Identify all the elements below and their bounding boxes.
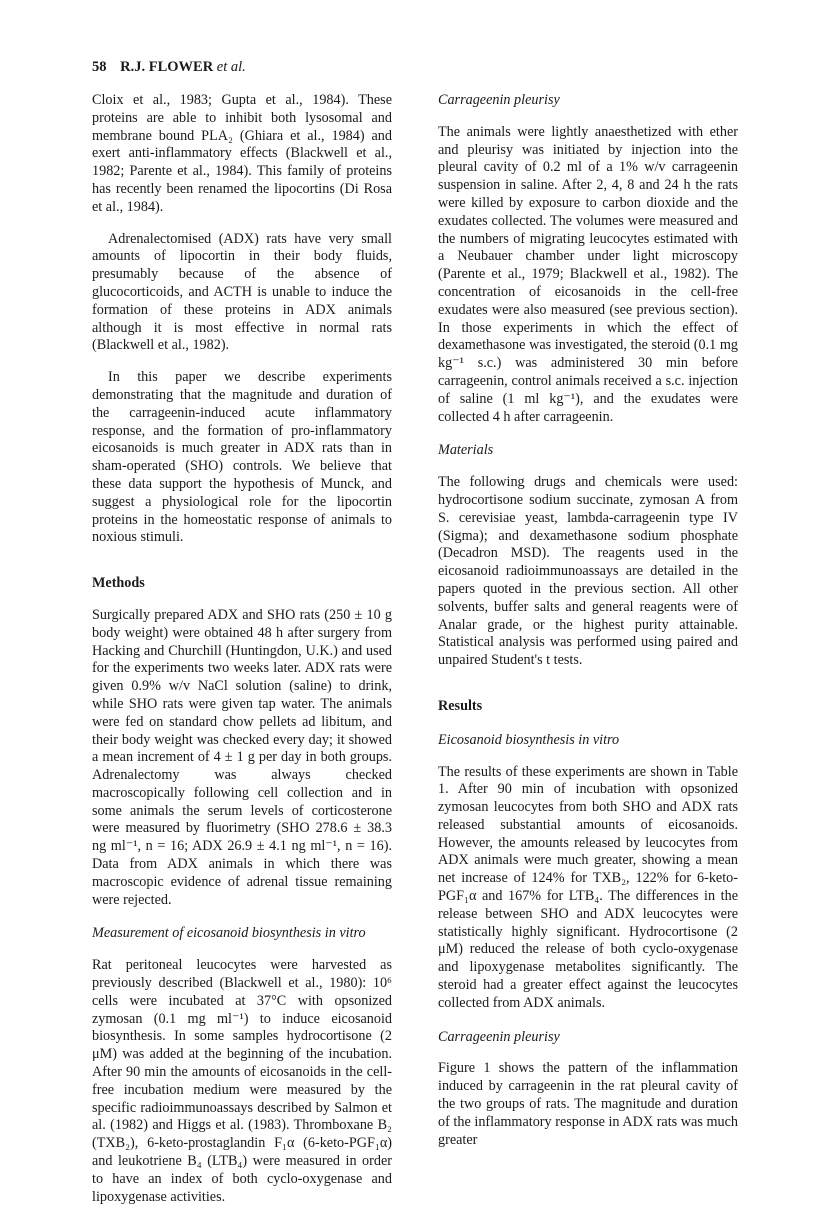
subheading-eicosanoid-biosynthesis-suffix: in vitro xyxy=(578,731,620,748)
running-author-suffix: et al. xyxy=(216,59,246,75)
subheading-eicosanoid-biosynthesis-text: Eicosanoid biosynthesis xyxy=(438,731,575,748)
subheading-carrageenin-pleurisy: Carrageenin pleurisy xyxy=(438,92,560,108)
paragraph-animals: Surgically prepared ADX and SHO rats (250 ± 10 g body weight) were obtained 48 h after surgery from Hacking and Churchill (Huntingdon, U.K.) and used for the experiments two weeks later. ADX rats were given 0.9% w/v NaCl solution (saline) to drink, while SHO rats were given tap water. The animals were fed on standard chow pellets ad libitum, and their body weight was checked every day; it showed a mean increment of 4 ± 1 g per day in both groups. Adrenalectomy was always checked macroscopically following cell collection and in some animals the serum levels of corticosterone were measured by fluorimetry (SHO 278.6 ± 38.3 ng ml⁻¹, n = 16; ADX 26.9 ± 4.1 ng ml⁻¹, n = 16). Data from ADX animals in which there was macroscopic evidence of adrenal tissue remaining were rejected. xyxy=(92,606,392,908)
subheading-eicosanoid-measurement-suffix: in vitro xyxy=(324,925,366,942)
paragraph-materials: The following drugs and chemicals were used: hydrocortisone sodium succinate, zymosan A from S. cerevisiae yeast, lambda-carrageenin type IV (Sigma); and dexamethasone sodium phosphate (Decadron MSD). The reagents used in the eicosanoid radioimmunoassays are detailed in the papers quoted in the previous section. All other solvents, buffer salts and general reagents were of Analar grade, or the highest purity attainable. Statistical analysis was performed using paired and unpaired Student's t tests. xyxy=(438,474,738,669)
page-number: 58 xyxy=(92,59,107,75)
subheading-carrageenin-pleurisy-results: Carrageenin pleurisy xyxy=(438,1028,560,1045)
paragraph-results-table1: The results of these experiments are shown in Table 1. After 90 min of incubation with opsonized zymosan leucocytes from both SHO and ADX rats released substantial amounts of eicosanoids. However, the amounts released by leucocytes from ADX animals were much greater, showing a mean net increase of 124% for TXB₂, 122% for 6-keto-PGF₁α and 167% for LTB₄. The differences in the release between SHO and ADX leucocytes were statistically highly significant. Hydrocortisone (2 μM) reduced the release of both cyclo-oxygenase and lipoxygenase metabolites significantly. The steroid had a greater effect against the leucocytes collected from ADX animals. xyxy=(438,763,738,1011)
paragraph-leucocytes: Rat peritoneal leucocytes were harvested as previously described (Blackwell et al., 1980): 10⁶ cells were incubated at 37°C with opsonized zymosan (0.1 mg ml⁻¹) to induce eicosanoid biosynthesis. In some samples hydrocortisone (2 μM) was added at the beginning of the incubation. After 90 min the amounts of eicosanoids in the cell-free incubation medium were measured by the specific radioimmunoassays described by Salmon et al. (1982) and Higgs et al. (1983). Thromboxane B₂ (TXB₂), 6-keto-prostaglandin F₁α (6-keto-PGF₁α) and leukotriene B₄ (LTB₄) were measured in order to have an index of both cyclo-oxygenase and lipoxygenase activities. xyxy=(92,957,392,1205)
subheading-eicosanoid-measurement xyxy=(92,925,392,943)
subheading-materials: Materials xyxy=(438,442,494,459)
paragraph-intro-continued: Cloix et al., 1983; Gupta et al., 1984). These proteins are able to inhibit both lysosomal and membrane bound PLA₂ (Ghiara et al., 1984) and exert anti-inflammatory effects (Blackwell et al., 1982; Parente et al., 1984). This family of proteins has recently been renamed the lipocortins (Di Rosa et al., 1984). xyxy=(92,92,392,215)
left-column xyxy=(92,92,392,1220)
paragraph-pleurisy-method: The animals were lightly anaesthetized with ether and pleurisy was initiated by injection into the pleural cavity of 0.2 ml of a 1% w/v carrageenin suspension in saline. After 2, 4, 8 and 24 h the rats were killed by exposure to carbon dioxide and the exudates collected. The volumes were measured and the numbers of migrating leucocytes estimated with a Neubauer chamber under light microscopy (Parente et al., 1979; Blackwell et al., 1982). The concentration of eicosanoids in the cell-free exudates were also measured (see previous section). In those experiments in which the effect of dexamethasone was investigated, the steroid (0.1 mg kg⁻¹ s.c.) was administered 30 min before carrageenin, control animals received a s.c. injection of saline (1 ml kg⁻¹), and the exudates were collected 4 h after carrageenin. xyxy=(438,123,738,425)
right-column xyxy=(438,92,738,1163)
running-header xyxy=(92,58,732,76)
subheading-eicosanoid-biosynthesis xyxy=(438,732,738,750)
subheading-eicosanoid-measurement-text: Measurement of eicosanoid biosynthesis xyxy=(92,925,322,942)
methods-heading: Methods xyxy=(92,575,145,592)
paragraph-figure1: Figure 1 shows the pattern of the inflammation induced by carrageenin in the rat pleural cavity of the two groups of rats. The magnitude and duration of the inflammatory response in ADX rats was much greater xyxy=(438,1060,738,1148)
results-heading: Results xyxy=(438,697,483,714)
paragraph-aims: In this paper we describe experiments demonstrating that the magnitude and duration of the carrageenin-induced acute inflammatory response, and the formation of pro-inflammatory eicosanoids is much greater in ADX rats than in sham-operated (SHO) controls. We believe that these data support the hypothesis of Munck, and suggest a physiological role for the lipocortin proteins in the homeostatic response of animals to noxious stimuli. xyxy=(92,369,392,546)
paragraph-adx-lipocortin: Adrenalectomised (ADX) rats have very small amounts of lipocortin in their body fluids, presumably because of the absence of glucocorticoids, and ACTH is unable to induce the formation of these proteins in ADX animals although it is most effective in normal rats (Blackwell et al., 1982). xyxy=(92,230,392,354)
running-author: R.J. FLOWER xyxy=(120,59,214,75)
